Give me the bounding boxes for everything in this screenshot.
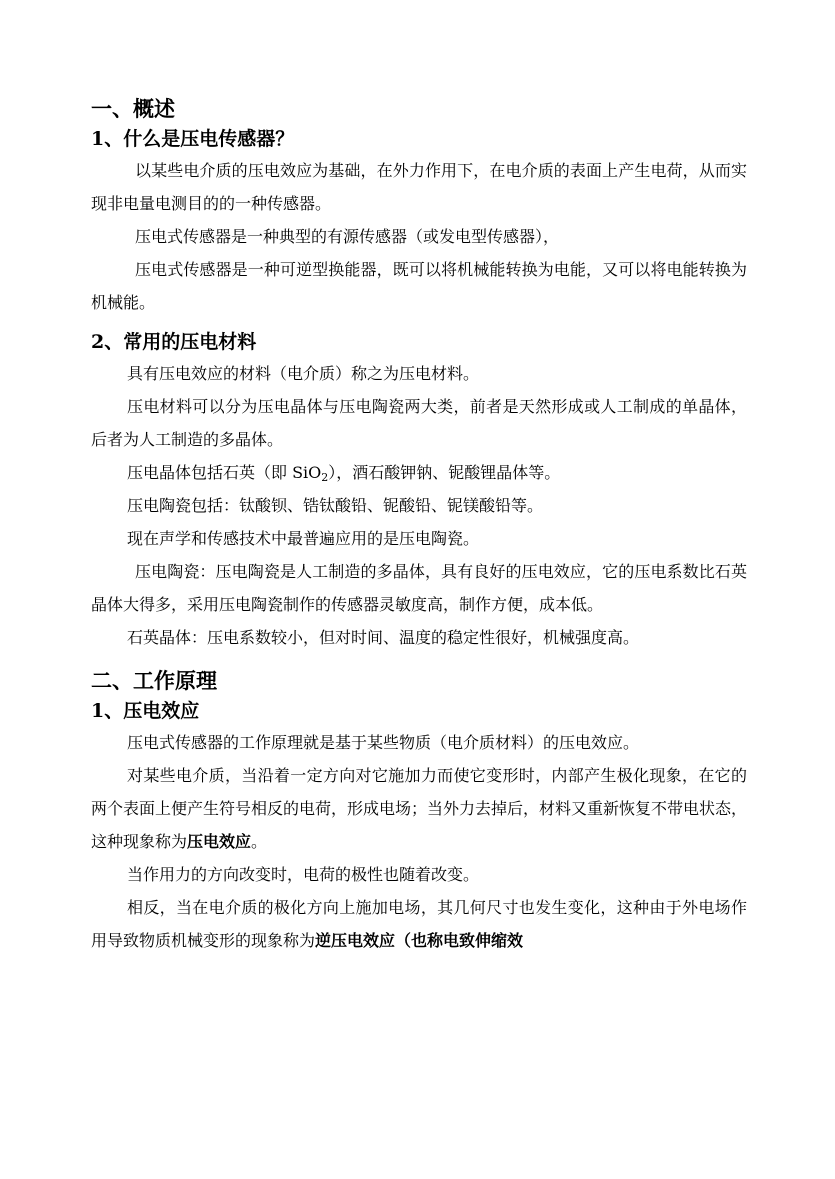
paragraph: 现在声学和传感技术中最普遍应用的是压电陶瓷。 (127, 529, 480, 548)
paragraph (91, 759, 747, 858)
paragraph: 当作用力的方向改变时，电荷的极性也随着改变。 (127, 865, 480, 884)
paragraph (91, 456, 747, 489)
document-page (91, 94, 747, 957)
bold-term: 压电效应 (187, 832, 252, 851)
text-run: ），酒石酸钾钠、铌酸锂晶体等。 (328, 463, 561, 482)
paragraph: 压电式传感器的工作原理就是基于某些物质（电介质材料）的压电效应。 (127, 733, 640, 752)
section-title-principle: 二、工作原理 (91, 668, 217, 693)
paragraph: 压电材料可以分为压电晶体与压电陶瓷两大类，前者是天然形成或人工制成的单晶体，后者为人工制造的多晶体。 (91, 397, 747, 449)
subsection-title-materials: 2、常用的压电材料 (91, 331, 257, 353)
paragraph: 石英晶体：压电系数较小，但对时间、温度的稳定性很好，机械强度高。 (127, 628, 640, 647)
text-run: 压电晶体包括石英（即 SiO (127, 463, 322, 482)
subsection-title-piezo-effect: 1、压电效应 (91, 700, 200, 722)
text-run: 对某些电介质，当沿着一定方向对它施加力而使它变形时，内部产生极化现象，在它的两个表面上便产生符号相反的电荷，形成电场；当外力去掉后，材料又重新恢复不带电状态，这种现象称为 (91, 766, 748, 851)
subsection-title-what-is: 1、什么是压电传感器？ (91, 128, 295, 150)
paragraph: 压电陶瓷：压电陶瓷是人工制造的多晶体，具有良好的压电效应，它的压电系数比石英晶体大得多，采用压电陶瓷制作的传感器灵敏度高，制作方便，成本低。 (91, 562, 747, 614)
paragraph: 压电陶瓷包括：钛酸钡、锆钛酸铅、铌酸铅、铌镁酸铅等。 (127, 496, 544, 515)
subscript: 2 (321, 471, 329, 484)
paragraph: 以某些电介质的压电效应为基础，在外力作用下，在电介质的表面上产生电荷，从而实现非电量电测目的的一种传感器。 (91, 161, 747, 213)
paragraph: 具有压电效应的材料（电介质）称之为压电材料。 (127, 364, 480, 383)
section-title-overview: 一、概述 (91, 96, 175, 121)
paragraph (91, 891, 747, 957)
paragraph: 压电式传感器是一种可逆型换能器，既可以将机械能转换为电能，又可以将电能转换为机械能。 (91, 260, 747, 312)
paragraph: 压电式传感器是一种典型的有源传感器（或发电型传感器）， (135, 227, 560, 246)
text-run: 相反，当在电介质的极化方向上施加电场，其几何尺寸也发生变化，这种由于外电场作用导致物质机械变形的现象称为 (91, 898, 747, 950)
text-run: 。 (251, 832, 268, 851)
bold-term: 逆压电效应（也称电致伸缩效 (315, 931, 524, 950)
